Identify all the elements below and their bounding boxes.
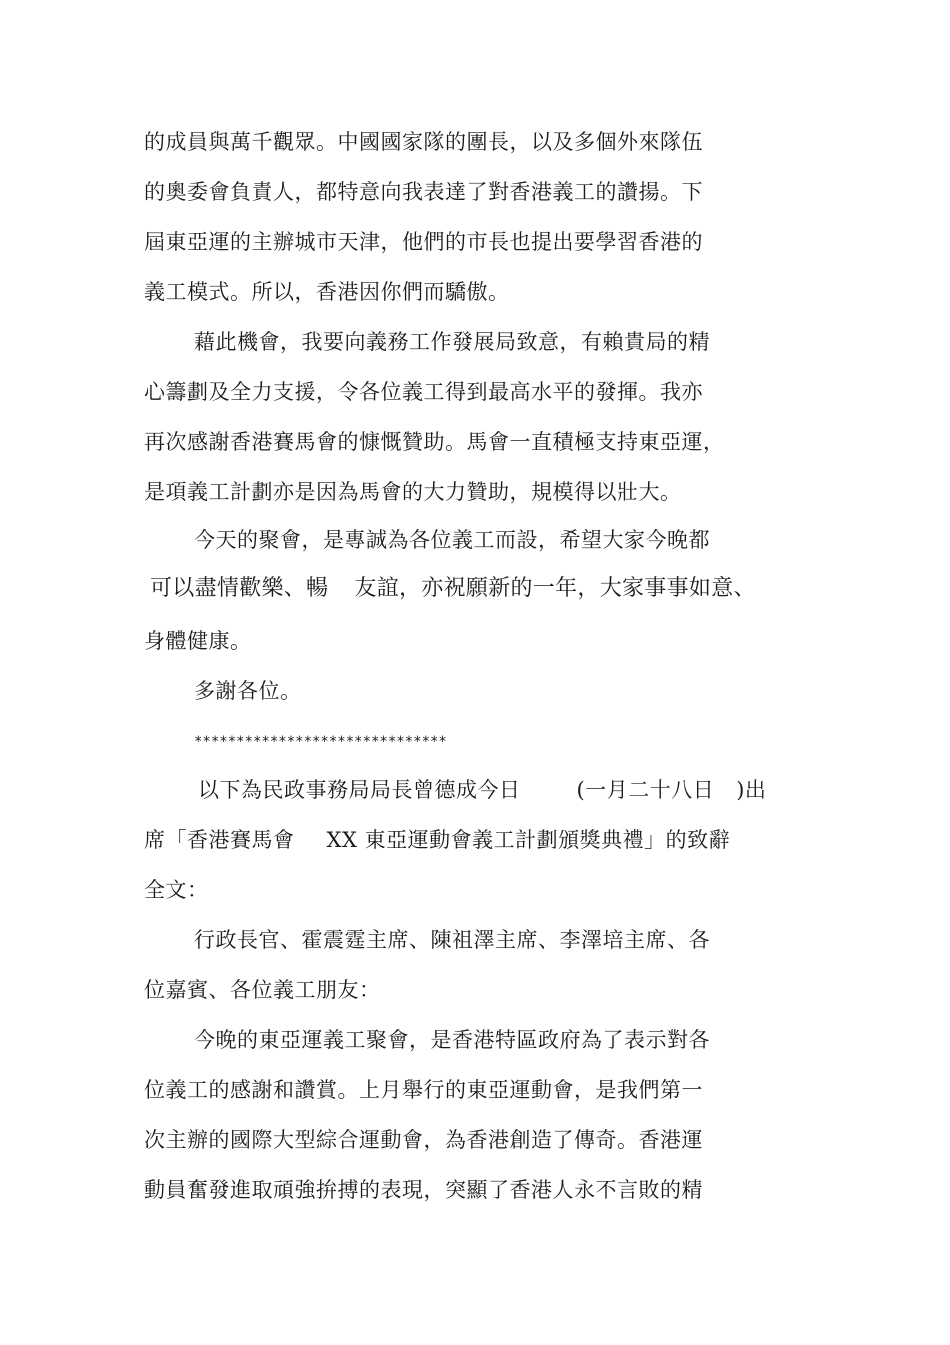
text-line-15 (144, 826, 730, 854)
text-line-2: 的奧委會負責人，都特意向我表達了對香港義工的讚揚。下 (144, 180, 703, 204)
text-line-21: 次主辦的國際大型綜合運動會，為香港創造了傳奇。香港運 (144, 1128, 703, 1152)
text-line-20: 位義工的感謝和讚賞。上月舉行的東亞運動會，是我們第一 (144, 1078, 703, 1102)
text-line-9: 今天的聚會，是專誠為各位義工而設，希望大家今晚都 (194, 528, 710, 552)
text-line-6: 心籌劃及全力支援，令各位義工得到最高水平的發揮。我亦 (144, 380, 703, 404)
text-line-1: 的成員與萬千觀眾。中國國家隊的團長，以及多個外來隊伍 (144, 130, 703, 154)
text-line-10 (150, 575, 756, 603)
text-line-14 (198, 776, 766, 804)
text-line-8: 是項義工計劃亦是因為馬會的大力贊助，規模得以壯大。 (144, 480, 682, 504)
text-line-7: 再次感謝香港賽馬會的慷慨贊助。馬會一直積極支持東亞運， (144, 430, 725, 454)
text-line-15-part-a: 席「香港賽馬會 (144, 828, 295, 852)
text-line-19: 今晚的東亞運義工聚會，是香港特區政府為了表示對各 (194, 1028, 710, 1052)
text-line-10-part-b: 友誼，亦祝願新的一年，大家事事如意、 (354, 576, 756, 601)
text-line-12: 多謝各位。 (194, 679, 302, 703)
text-line-15-part-b: XX 東亞運動會義工計劃頒獎典禮」的致辭 (326, 828, 731, 852)
text-line-16: 全文： (144, 878, 209, 902)
text-line-14-part-a: 以下為民政事務局局長曾德成今日 (198, 778, 521, 802)
text-line-17: 行政長官、霍震霆主席、陳祖澤主席、李澤培主席、各 (194, 928, 710, 952)
text-line-4: 義工模式。所以，香港因你們而驕傲。 (144, 280, 510, 304)
text-line-14-part-c: )出 (736, 778, 767, 802)
text-line-14-part-b: (一月二十八日 (576, 778, 715, 802)
text-line-5: 藉此機會，我要向義務工作發展局致意，有賴貴局的精 (194, 330, 710, 354)
text-line-3: 屆東亞運的主辦城市天津，他們的市長也提出要學習香港的 (144, 230, 703, 254)
text-line-18: 位嘉賓、各位義工朋友： (144, 978, 381, 1002)
separator-stars: ****************************** (194, 734, 447, 750)
text-line-22: 動員奮發進取頑強拚搏的表現，突顯了香港人永不言敗的精 (144, 1178, 703, 1202)
text-line-10-part-a: 可以盡情歡樂、暢 (150, 576, 329, 601)
text-line-11: 身體健康。 (144, 629, 252, 653)
